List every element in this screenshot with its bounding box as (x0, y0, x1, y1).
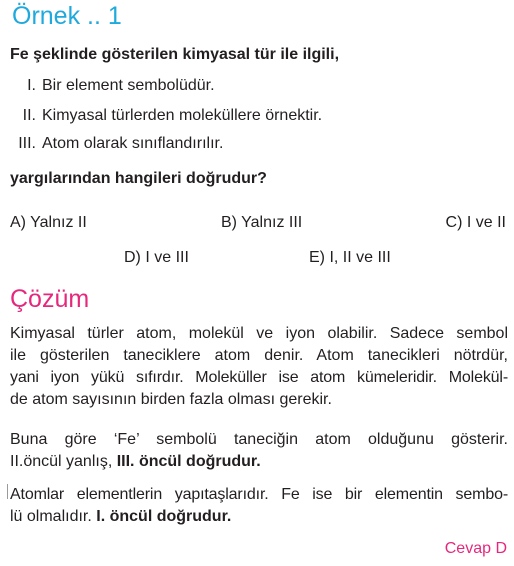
paragraph-line: Kimyasal türler atom, molekül ve iyon olabilir. Sadece sembol (10, 325, 508, 342)
paragraph-text: lü olmalıdır. (10, 508, 97, 525)
solution-paragraph-3 (10, 484, 508, 528)
paragraph-text: II.öncül yanlış, (10, 453, 117, 470)
option-b[interactable]: B) Yalnız III (221, 214, 303, 231)
bold-conclusion: I. öncül doğrudur. (96, 508, 232, 525)
solution-paragraph-2 (10, 429, 508, 473)
paragraph-line: de atom sayısının birden fazla olması gerekir. (10, 391, 332, 408)
paragraph-line (10, 451, 508, 473)
statement-number: II. (22, 107, 36, 124)
paragraph-line: Atomlar elementlerin yapıtaşlarıdır. Fe ise bir elementin sembo- (10, 486, 508, 503)
bold-conclusion: III. öncül doğrudur. (116, 453, 261, 470)
paragraph-line: Buna göre ‘Fe’ sembolü taneciğin atom olduğunu gösterir. (10, 431, 508, 448)
statement-text: Kimyasal türlerden moleküllere örnektir. (42, 107, 323, 124)
statement-number: III. (18, 135, 36, 152)
option-c[interactable]: C) I ve II (445, 214, 506, 231)
paragraph-line: ile gösterilen taneciklere atom denir. Atom tanecikleri nötrdür, (10, 347, 508, 364)
option-a[interactable]: A) Yalnız II (10, 214, 87, 231)
solution-paragraph-1 (10, 323, 508, 411)
paragraph-line: yani iyon yükü sıfırdır. Moleküller ise atom kümeleridir. Molekül- (10, 369, 508, 386)
margin-mark (7, 484, 8, 499)
question-stem: Fe şeklinde gösterilen kimyasal tür ile ilgili, (10, 46, 340, 63)
paragraph-line (10, 506, 508, 528)
statement-text: Atom olarak sınıflandırılır. (42, 135, 224, 152)
option-e[interactable]: E) I, II ve III (309, 249, 391, 266)
option-d[interactable]: D) I ve III (124, 249, 189, 266)
statement-text: Bir element sembolüdür. (42, 77, 215, 94)
answer-label: Cevap D (444, 540, 507, 557)
statement-number: I. (27, 77, 36, 94)
solution-heading: Çözüm (10, 285, 90, 313)
question-ask: yargılarından hangileri doğrudur? (10, 170, 267, 187)
example-title: Örnek .. 1 (12, 2, 122, 30)
